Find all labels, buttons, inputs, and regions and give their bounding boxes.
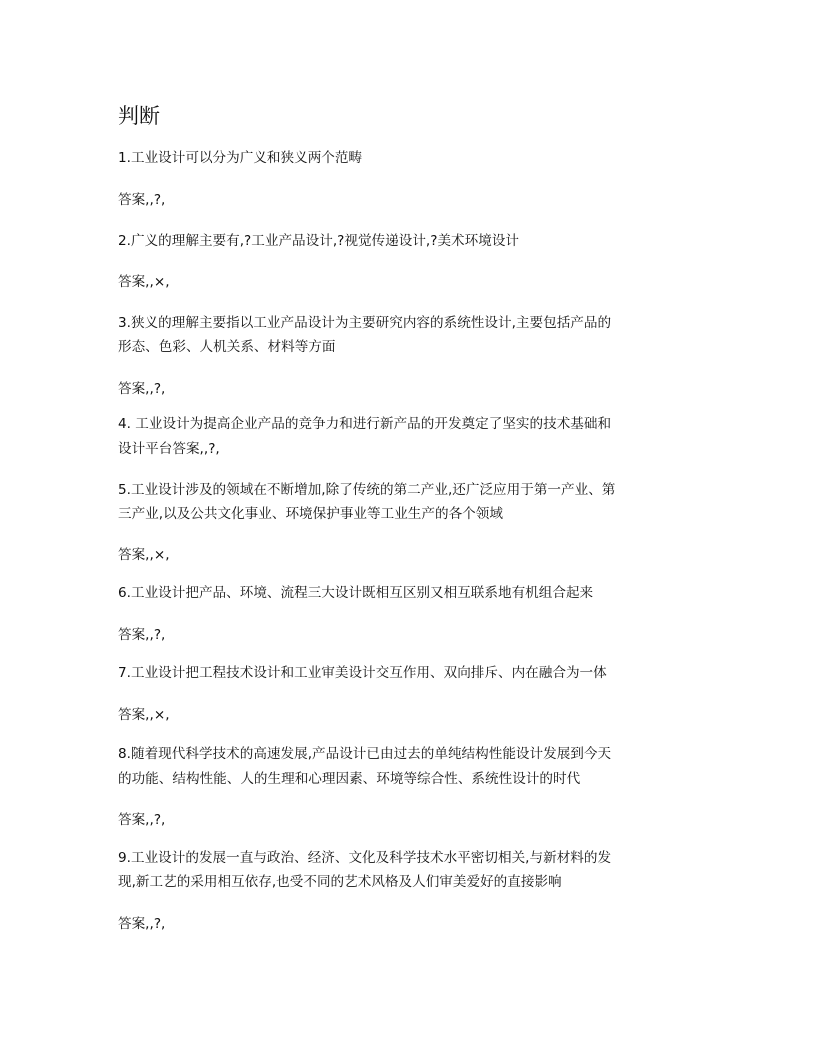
answer-text: 答案,,×, bbox=[118, 707, 170, 723]
question-text: 5.工业设计涉及的领域在不断增加,除了传统的第二产业,还广泛应用于第一产业、第 bbox=[118, 482, 616, 498]
question-text: 现,新工艺的采用相互依存,也受不同的艺术风格及人们审美爱好的直接影响 bbox=[118, 874, 562, 890]
answer-text: 答案,,×, bbox=[118, 274, 170, 290]
section-title: 判断 bbox=[118, 104, 160, 128]
answer-text: 答案,,?, bbox=[118, 812, 166, 828]
question-text: 设计平台答案,,?, bbox=[118, 441, 220, 457]
question-text: 9.工业设计的发展一直与政治、经济、文化及科学技术水平密切相关,与新材料的发 bbox=[118, 850, 612, 866]
question-text: 8.随着现代科学技术的高速发展,产品设计已由过去的单纯结构性能设计发展到今天 bbox=[118, 746, 612, 762]
question-text: 2.广义的理解主要有,?工业产品设计,?视觉传递设计,?美术环境设计 bbox=[118, 233, 520, 249]
answer-text: 答案,,?, bbox=[118, 916, 166, 932]
question-text: 4. 工业设计为提高企业产品的竞争力和进行新产品的开发奠定了坚实的技术基础和 bbox=[118, 416, 612, 432]
answer-text: 答案,,?, bbox=[118, 381, 166, 397]
answer-text: 答案,,?, bbox=[118, 192, 166, 208]
answer-text: 答案,,?, bbox=[118, 627, 166, 643]
answer-text: 答案,,×, bbox=[118, 547, 170, 563]
question-text: 形态、色彩、人机关系、材料等方面 bbox=[118, 339, 336, 355]
question-text: 7.工业设计把工程技术设计和工业审美设计交互作用、双向排斥、内在融合为一体 bbox=[118, 665, 607, 681]
question-text: 3.狭义的理解主要指以工业产品设计为主要研究内容的系统性设计,主要包括产品的 bbox=[118, 315, 612, 331]
question-text: 的功能、结构性能、人的生理和心理因素、环境等综合性、系统性设计的时代 bbox=[118, 771, 581, 787]
question-text: 6.工业设计把产品、环境、流程三大设计既相互区别又相互联系地有机组合起来 bbox=[118, 585, 594, 601]
question-text: 1.工业设计可以分为广义和狭义两个范畴 bbox=[118, 150, 363, 166]
question-text: 三产业,以及公共文化事业、环境保护事业等工业生产的各个领域 bbox=[118, 506, 503, 522]
